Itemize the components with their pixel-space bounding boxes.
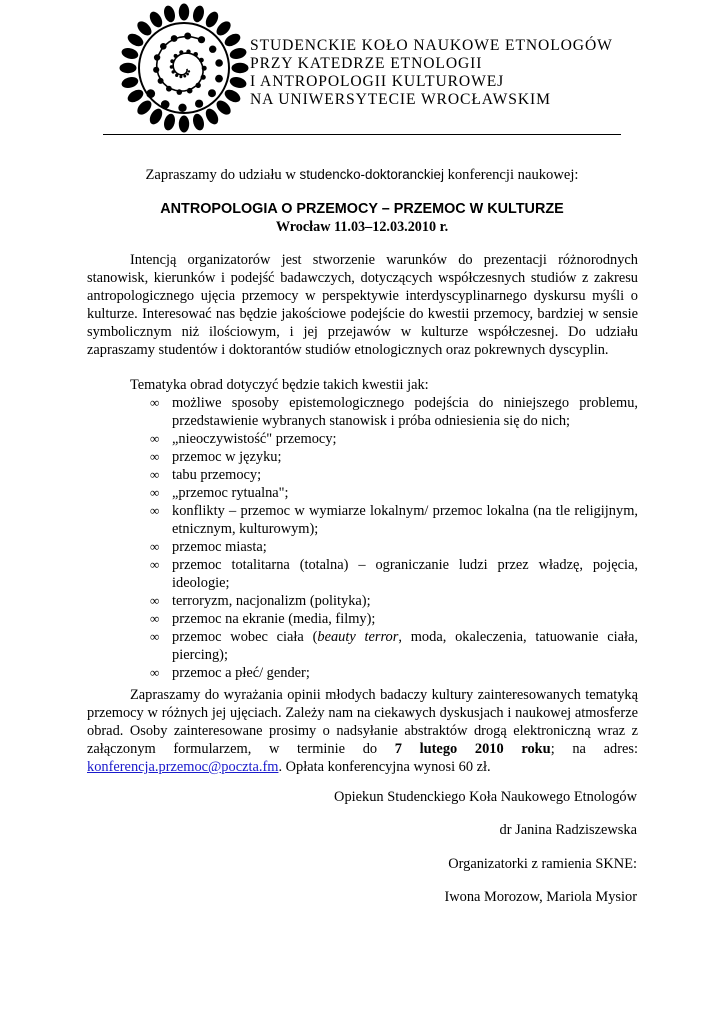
infinity-bullet-icon: ∞ [150,611,160,626]
infinity-bullet-icon: ∞ [150,503,160,518]
signature-line: Opiekun Studenckiego Koła Naukowego Etnologów [334,789,637,805]
list-item: ∞ przemoc wobec ciała (beauty terror, moda, okaleczenia, tatuowanie ciała, piercing); [150,629,639,663]
invitation-line [0,167,724,184]
intro-text: Zapraszamy do udziału w [145,167,300,183]
list-item: ∞ „nieoczywistość" przemocy; [150,431,337,447]
list-item: ∞ przemoc totalitarna (totalna) – ograniczanie ludzi przez władzę, pojęcia, ideologie; [150,557,638,591]
email-link[interactable]: konferencja.przemoc@poczta.fm [87,759,279,775]
signature-line: Organizatorki z ramienia SKNE: [448,856,637,872]
list-item: ∞ „przemoc rytualna"; [150,485,289,501]
infinity-bullet-icon: ∞ [150,539,160,554]
organization-name [250,37,613,109]
beauty-terror-term: beauty terror [317,629,399,645]
closing-paragraph: Zapraszamy do wyrażania opinii młodych badaczy kultury zainteresowanych tematyką przemocy w różnych jej ujęciach. Zależy nam na ciekawych dyskusjach i naukowej atmosferze obrad. Osoby zainteresowane prosimy o nadsyłanie abstraktów drogą elektroniczną wraz z załączonym formularzem, w terminie do 7 lutego 2010 roku; na adres: konferencja.przemoc@poczta.fm. Opłata konferencyjna wynosi 60 zł. [87,687,638,775]
list-item: ∞ przemoc na ekranie (media, filmy); [150,611,376,627]
infinity-bullet-icon: ∞ [150,593,160,608]
conference-title: ANTROPOLOGIA O PRZEMOCY – PRZEMOC W KULTURZE [160,201,564,217]
signature-name: Iwona Morozow, Mariola Mysior [444,889,637,905]
org-line: STUDENCKIE KOŁO NAUKOWE ETNOLOGÓW [250,37,613,54]
org-line: NA UNIWERSYTECIE WROCŁAWSKIM [250,91,551,108]
topics-lead: Tematyka obrad dotyczyć będzie takich kwestii jak: [130,377,429,393]
intro-text-end: konferencji naukowej: [443,167,579,183]
header-divider [103,134,621,135]
intro-highlight: studencko-doktoranckiej [299,167,444,182]
list-item: ∞ przemoc a płeć/ gender; [150,665,310,681]
signature-name: dr Janina Radziszewska [499,822,637,838]
infinity-bullet-icon: ∞ [150,557,160,572]
infinity-bullet-icon: ∞ [150,395,160,410]
infinity-bullet-icon: ∞ [150,629,160,644]
sun-spiral-logo [112,0,252,138]
intro-paragraph: Intencją organizatorów jest stworzenie warunków do prezentacji różnorodnych stanowisk, kierunków i podejść badawczych, dotyczących współczesnych studiów z zakresu antropologicznego ujęcia przemocy w perspektywie interdyscyplinarnego dyskursu myśli o kulturze. Interesować nas będzie jakościowe podejście do kwestii przemocy, bardziej w sensie symbolicznym niż ilościowym, i jej przejawów w kulturze współczesnej. Do udziału zapraszamy studentów i doktorantów studiów etnologicznych oraz pokrewnych dyscyplin. [87,252,638,358]
list-item: ∞ przemoc miasta; [150,539,267,555]
infinity-bullet-icon: ∞ [150,449,160,464]
infinity-bullet-icon: ∞ [150,431,160,446]
org-line: PRZY KATEDRZE ETNOLOGII [250,55,483,72]
list-item: ∞ konflikty – przemoc w wymiarze lokalnym/ przemoc lokalna (na tle religijnym, etnicznym, kulturowym); [150,503,638,537]
letterhead [0,0,724,140]
org-line: I ANTROPOLOGII KULTUROWEJ [250,73,505,90]
infinity-bullet-icon: ∞ [150,467,160,482]
topics-list [150,394,638,682]
deadline: 7 lutego 2010 roku [394,741,551,757]
infinity-bullet-icon: ∞ [150,665,160,680]
list-item: ∞ tabu przemocy; [150,467,262,483]
list-item: ∞ możliwe sposoby epistemologicznego podejścia do niniejszego problemu, przedstawienie wybranych stanowisk i próba odniesienia się do nich; [150,395,638,429]
list-item: ∞ przemoc w języku; [150,449,282,465]
infinity-bullet-icon: ∞ [150,485,160,500]
list-item: ∞ terroryzm, nacjonalizm (polityka); [150,593,371,609]
conference-dates: Wrocław 11.03–12.03.2010 r. [275,219,449,235]
